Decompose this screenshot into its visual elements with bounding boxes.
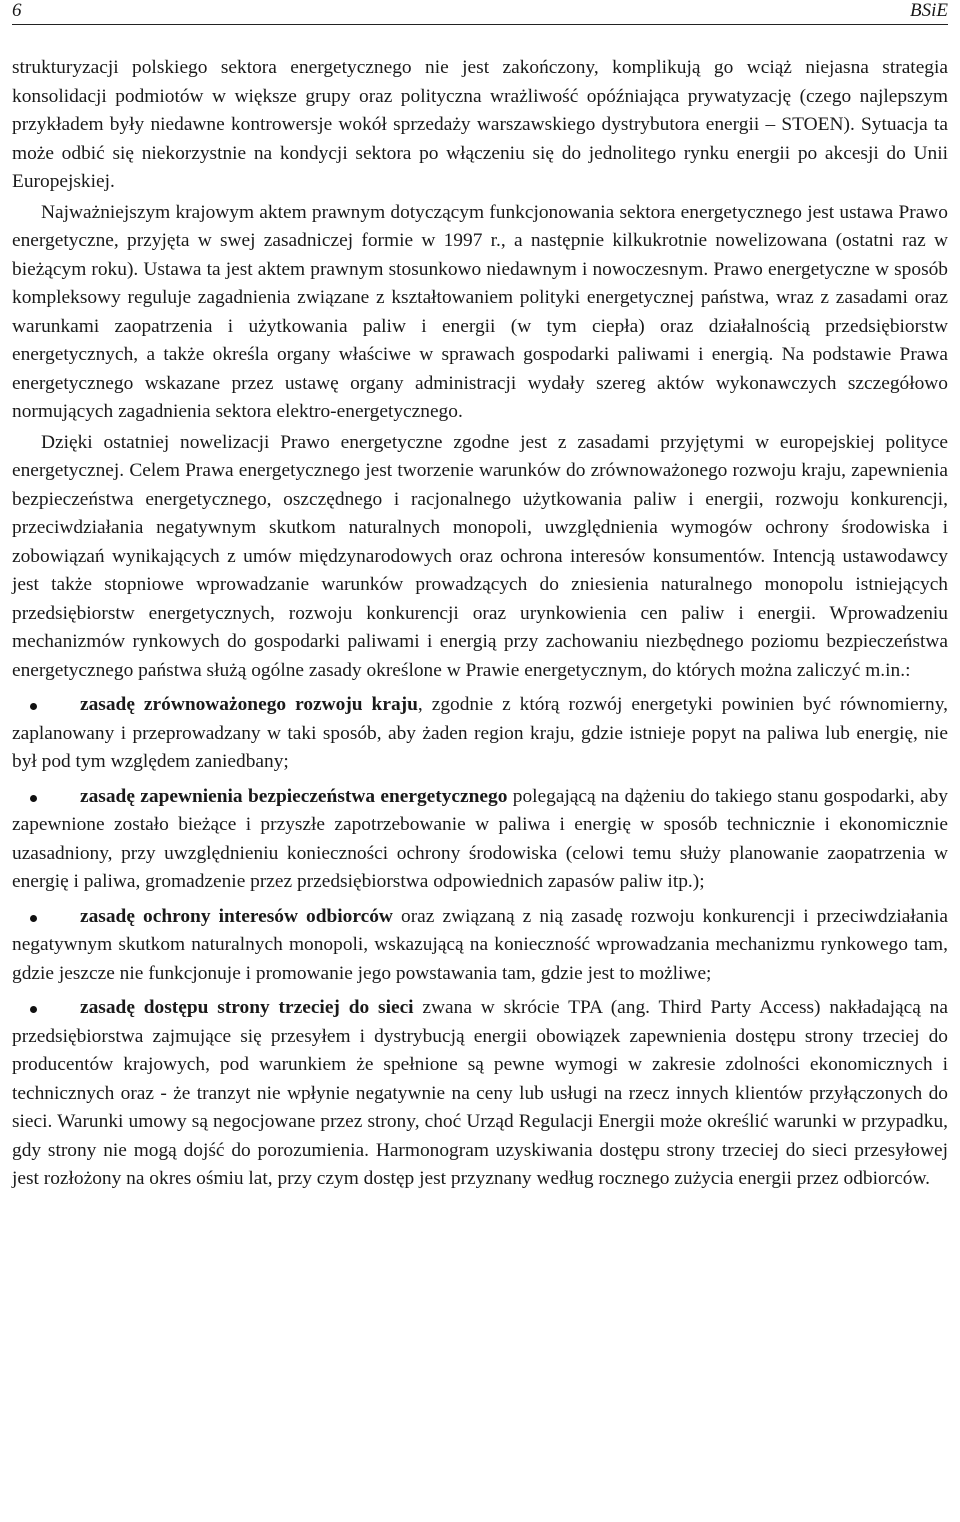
list-item	[12, 691, 948, 777]
bullet-icon	[30, 703, 37, 710]
list-item-bold: zasadę ochrony interesów odbiorców	[80, 905, 393, 927]
paragraph-continuation: strukturyzacji polskiego sektora energetycznego nie jest zakończony, komplikują go wciąż niejasna strategia konsolidacji podmiotów w większe grupy oraz polityczna wrażliwość opóźniająca prywatyzację (czego najlepszym przykładem były niedawne kontrowersje wokół sprzedaży warszawskiego dystrybutora energii – STOEN). Sytuacja ta może odbić się niekorzystnie na kondycji sektora po włączeniu się do jednolitego rynku energii po akcesji do Unii Europejskiej.	[12, 57, 948, 192]
bullet-icon	[30, 795, 37, 802]
list-item-text: polegającą na dążeniu do takiego stanu gospodarki, aby zapewnione zostało bieżące i przyszłe zapotrzebowanie w paliwa i energię w sposób technicznie i ekonomicznie uzasadniony, przy uwzględnieniu konieczności ochrony środowiska (celowi temu służy planowanie zaopatrzenia w energię i paliwa, gromadzenie przez przedsiębiorstwa odpowiednich zapasów paliw itp.);	[12, 785, 948, 892]
principles-list	[12, 691, 948, 1194]
page-header	[12, 0, 948, 25]
paragraph-amendment: Dzięki ostatniej nowelizacji Prawo energetyczne zgodne jest z zasadami przyjętymi w europejskiej polityce energetycznej. Celem Prawa energetycznego jest tworzenie warunków do zrównoważonego rozwoju kraju, zapewnienia bezpieczeństwa energetycznego, oszczędnego i racjonalnego użytkowania paliw i energii, rozwoju konkurencji, przeciwdziałania negatywnym skutkom naturalnych monopoli, uwzględnienia wymogów ochrony środowiska i zobowiązań wynikających z umów międzynarodowych oraz ochrona interesów konsumentów. Intencją ustawodawcy jest także stopniowe wprowadzanie warunków prowadzących do zniesienia naturalnego monopolu istniejących przedsiębiorstw energetycznych, rozwoju konkurencji oraz urynkowienia cen paliw i energii. Wprowadzeniu mechanizmów rynkowych do gospodarki paliwami i energią przy zachowaniu niezbędnego poziomu bezpieczeństwa energetycznego państwa służą ogólne zasady określone w Prawie energetycznym, do których można zaliczyć m.in.:	[12, 431, 948, 681]
list-item-text: oraz związaną z nią zasadę rozwoju konkurencji i przeciwdziałania negatywnym skutkom naturalnych monopoli, wskazującą na konieczność wprowadzania mechanizmu rynkowego tam, gdzie jeszcze nie funkcjonuje i promowanie jego powstawania tam, gdzie jest to możliwe;	[12, 905, 949, 984]
list-item-text: zwana w skrócie TPA (ang. Third Party Access) nakładającą na przedsiębiorstwa zajmujące się przesyłem i dystrybucją energii obowiązek zapewnienia dostępu strony trzeciej do producentów krajowych, pod warunkiem że spełnione są pewne wymogi w zakresie zdolności ekonomicznych i technicznych oraz - że tranzyt nie wpłynie negatywnie na ceny lub usługi na rzecz innych klientów przyłączonych do sieci. Warunki umowy są negocjowane przez strony, choć Urząd Regulacji Energii może określić warunki w przypadku, gdy strony nie mogą dojść do porozumienia. Harmonogram uzyskiwania dostępu strony trzeciej do sieci przesyłowej jest rozłożony na okres ośmiu lat, przy czym dostęp jest przyznany według rocznego zużycia energii przez odbiorców.	[12, 997, 948, 1189]
bullet-icon	[30, 915, 37, 922]
list-item-bold: zasadę zapewnienia bezpieczeństwa energetycznego	[80, 785, 508, 807]
list-item	[12, 994, 948, 1194]
paragraph-energy-law: Najważniejszym krajowym aktem prawnym dotyczącym funkcjonowania sektora energetycznego jest ustawa Prawo energetyczne, przyjęta w swej zasadniczej formie w 1997 r., a następnie kilkukrotnie nowelizowana (ostatni raz w bieżącym roku). Ustawa ta jest aktem prawnym stosunkowo niedawnym i nowoczesnym. Prawo energetyczne w sposób kompleksowy reguluje zagadnienia związane z kształtowaniem polityki energetycznej państwa, wraz z zasadami oraz warunkami zaopatrzenia i użytkowania paliw i energii (w tym ciepła) oraz działalnością przedsiębiorstw energetycznych, a także określa organy właściwe w sprawach gospodarki paliwami i energią. Na podstawie Prawa energetycznego wskazane przez ustawę organy administracji wydały szereg aktów wykonawczych szczegółowo normujących zagadnienia sektora elektro-energetycznego.	[12, 201, 948, 422]
page-number: 6	[12, 0, 22, 21]
list-item-bold: zasadę zrównoważonego rozwoju kraju	[80, 694, 418, 715]
list-item-text: , zgodnie z którą rozwój energetyki powinien być równomierny, zaplanowany i przeprowadzany w taki sposób, aby żaden region kraju, gdzie istnieje popyt na paliwa lub energię, nie był pod tym względem zaniedbany;	[12, 694, 948, 772]
header-brand: BSiE	[910, 0, 948, 21]
list-item-bold: zasadę dostępu strony trzeciej do sieci	[80, 997, 414, 1018]
document-body	[12, 54, 948, 1200]
list-item	[12, 783, 948, 897]
list-item	[12, 903, 948, 989]
bullet-icon	[30, 1006, 37, 1013]
